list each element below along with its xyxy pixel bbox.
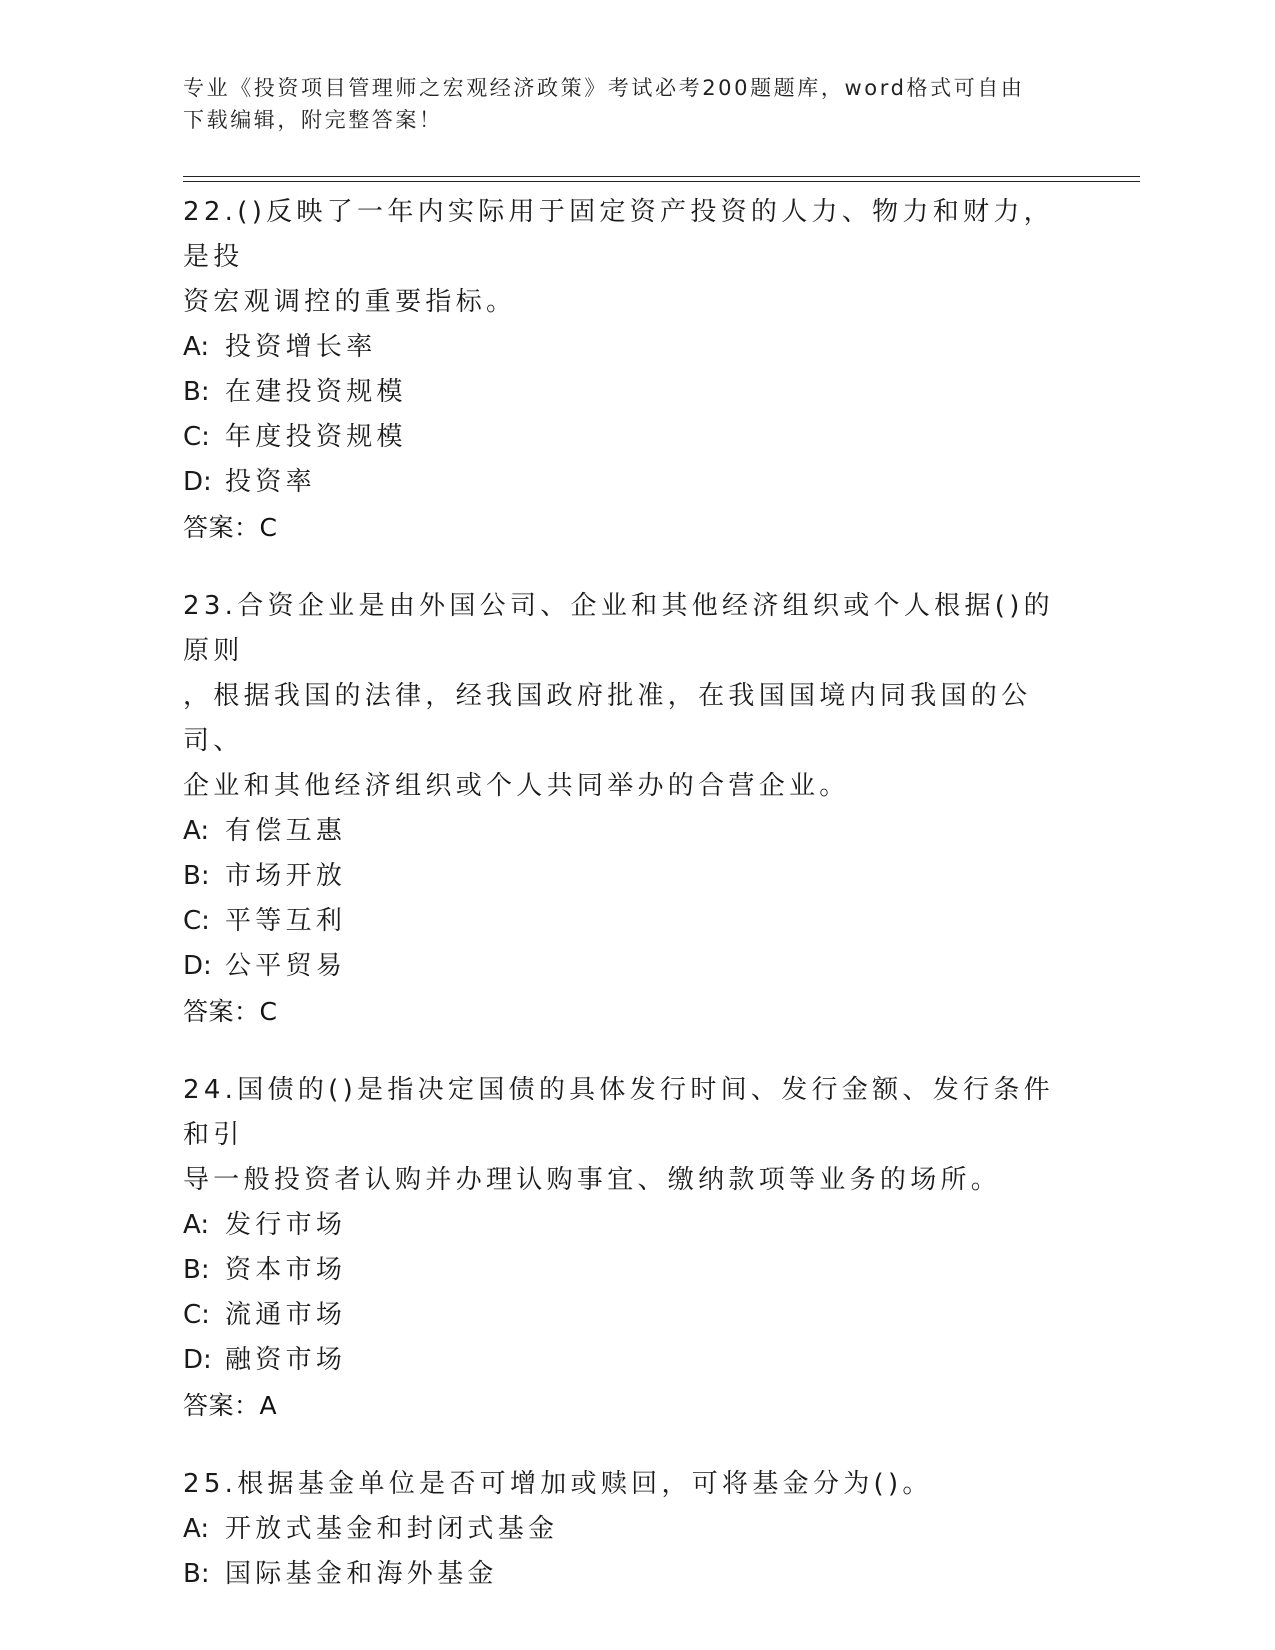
option-text: 平等互利: [225, 906, 347, 936]
question-text-line: 资宏观调控的重要指标。: [183, 287, 517, 317]
option-b: [183, 1248, 1063, 1293]
header-divider-bottom: [183, 181, 1140, 182]
option-b: [183, 370, 1063, 415]
question-24: [183, 1068, 1063, 1428]
option-key: C:: [183, 1300, 210, 1330]
option-a: [183, 809, 1063, 854]
option-d: [183, 1338, 1063, 1383]
option-key: D:: [183, 1345, 212, 1375]
question-text-line: 24.国债的()是指决定国债的具体发行时间、发行金额、发行条件和引: [183, 1075, 1054, 1150]
answer-line: 答案：A: [183, 1391, 278, 1420]
option-a: [183, 325, 1063, 370]
option-text: 流通市场: [225, 1300, 347, 1330]
question-text-line: 25.根据基金单位是否可增加或赎回，可将基金分为()。: [183, 1469, 933, 1499]
question-text-line: 22.()反映了一年内实际用于固定资产投资的人力、物力和财力，是投: [183, 197, 1054, 272]
header-divider-top: [183, 176, 1140, 177]
option-c: [183, 415, 1063, 460]
option-a: [183, 1507, 1063, 1552]
option-text: 公平贸易: [225, 951, 347, 981]
option-key: A:: [183, 1210, 210, 1240]
option-key: C:: [183, 422, 210, 452]
question-text-line: 企业和其他经济组织或个人共同举办的合营企业。: [183, 771, 850, 801]
option-text: 投资增长率: [225, 332, 377, 362]
question-text-line: 23.合资企业是由外国公司、企业和其他经济组织或个人根据()的原则: [183, 591, 1054, 666]
header-line-1: 专业《投资项目管理师之宏观经济政策》考试必考200题题库，word格式可自由: [183, 76, 1025, 100]
option-text: 资本市场: [225, 1255, 347, 1285]
option-key: B:: [183, 1559, 210, 1589]
answer-line: 答案：C: [183, 997, 278, 1026]
question-text-line: 导一般投资者认购并办理认购事宜、缴纳款项等业务的场所。: [183, 1165, 1002, 1195]
option-key: B:: [183, 861, 210, 891]
answer-line: 答案：C: [183, 513, 278, 542]
option-text: 融资市场: [225, 1345, 347, 1375]
option-text: 市场开放: [225, 861, 347, 891]
option-c: [183, 899, 1063, 944]
option-text: 开放式基金和封闭式基金: [225, 1514, 559, 1544]
question-25: [183, 1462, 1063, 1597]
option-key: D:: [183, 467, 212, 497]
option-key: B:: [183, 377, 210, 407]
option-c: [183, 1293, 1063, 1338]
option-d: [183, 460, 1063, 505]
option-text: 发行市场: [225, 1210, 347, 1240]
option-text: 有偿互惠: [225, 816, 347, 846]
question-22: [183, 190, 1063, 550]
question-23: [183, 584, 1063, 1034]
document-header: [183, 72, 1063, 136]
option-key: A:: [183, 816, 210, 846]
option-key: D:: [183, 951, 212, 981]
option-key: A:: [183, 332, 210, 362]
option-text: 年度投资规模: [225, 422, 407, 452]
option-d: [183, 944, 1063, 989]
header-line-2: 下载编辑，附完整答案！: [183, 108, 443, 132]
option-key: A:: [183, 1514, 210, 1544]
option-a: [183, 1203, 1063, 1248]
option-b: [183, 1552, 1063, 1597]
option-b: [183, 854, 1063, 899]
option-text: 在建投资规模: [225, 377, 407, 407]
option-key: C:: [183, 906, 210, 936]
option-text: 国际基金和海外基金: [225, 1559, 498, 1589]
question-text-line: ，根据我国的法律，经我国政府批准，在我国国境内同我国的公司、: [183, 681, 1032, 756]
option-text: 投资率: [225, 467, 316, 497]
option-key: B:: [183, 1255, 210, 1285]
question-list: [183, 190, 1063, 1631]
